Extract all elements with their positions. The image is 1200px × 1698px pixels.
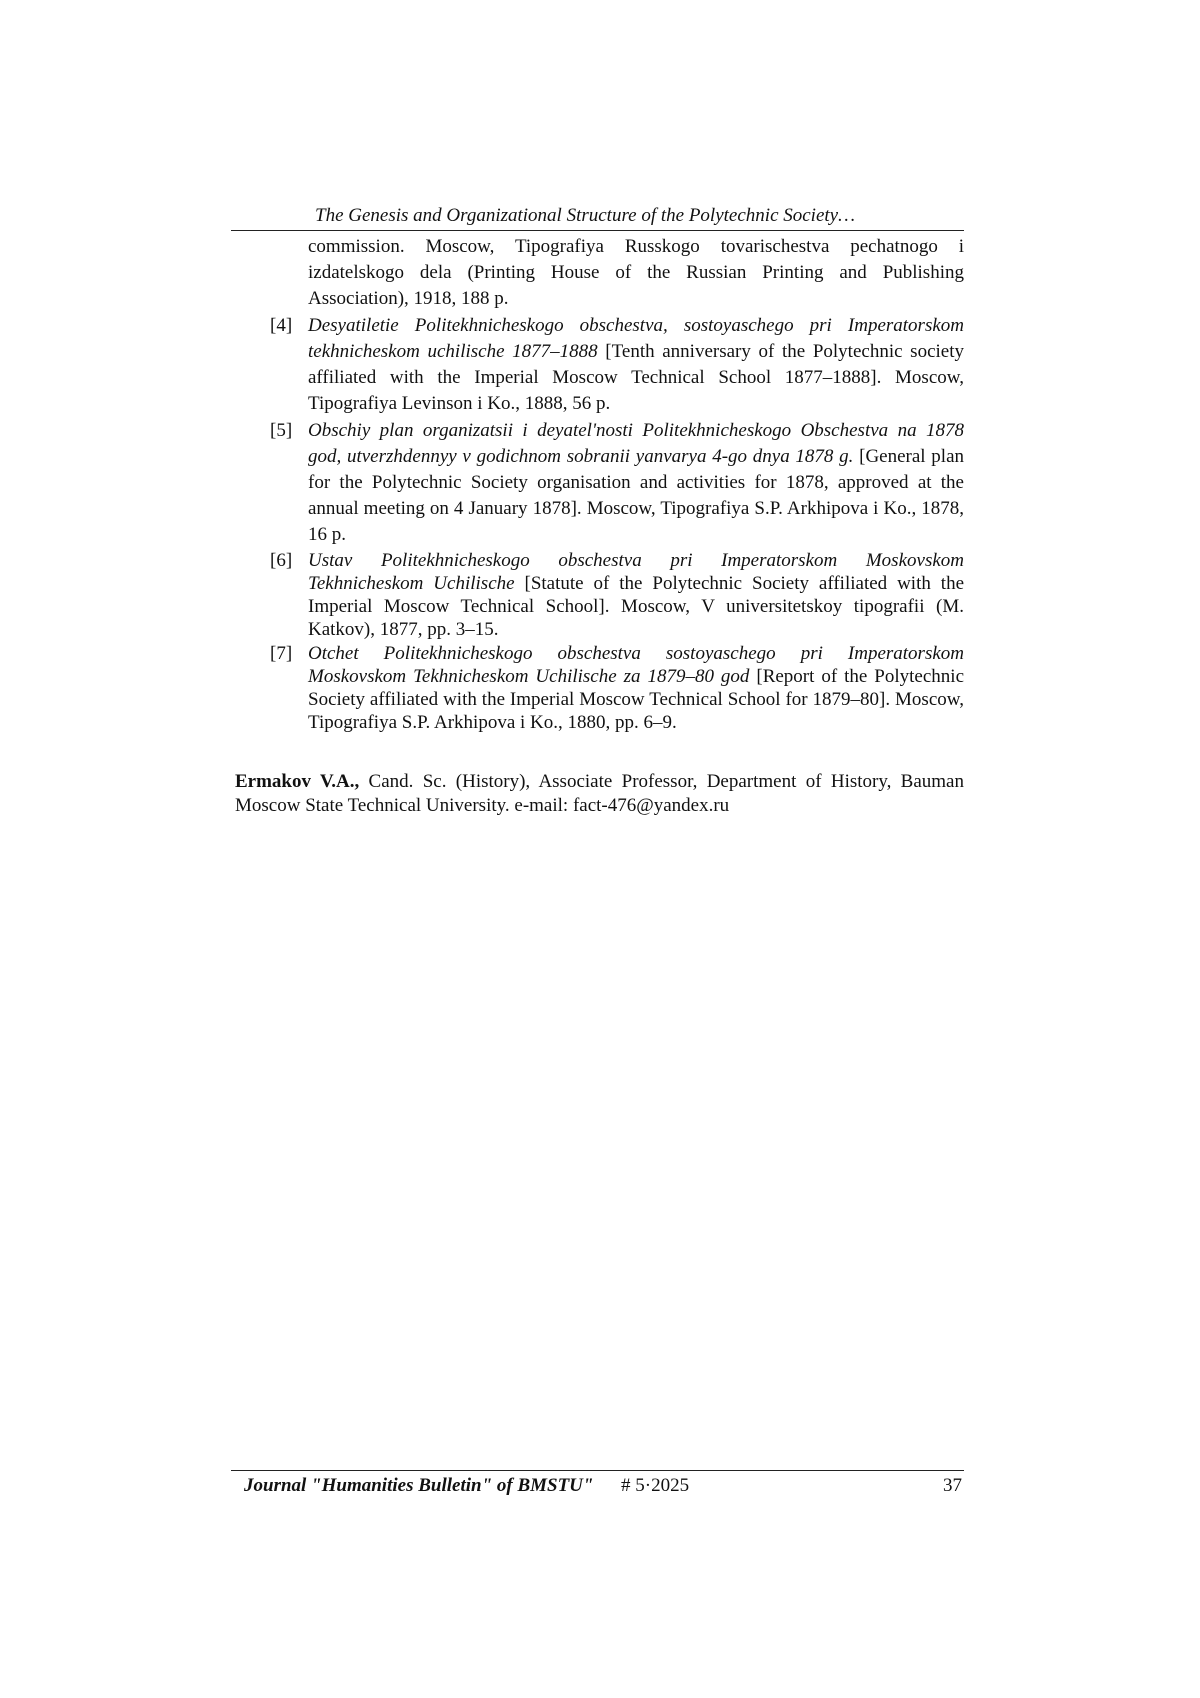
reference-number: [4] — [270, 315, 293, 336]
reference-title: Otchet Politekhnicheskogo obschestva sostoyaschego pri Imperatorskom Moskovskom Tekhnicheskom Uchilische za 1879–80 god — [308, 643, 964, 687]
reference-item — [231, 642, 964, 734]
reference-list — [231, 234, 964, 734]
reference-details: commission. Moscow, Tipografiya Russkogo tovarischestva pechatnogo i izdatelskogo dela (Printing House of the Russian Printing and Publishing Association), 1918, 188 p. — [308, 236, 964, 309]
issue-number: # 5·2025 — [621, 1475, 690, 1496]
reference-number: [6] — [270, 550, 293, 571]
journal-title: Journal "Humanities Bulletin" of BMSTU" — [244, 1475, 594, 1496]
reference-details: [Report of the Polytechnic Society affiliated with the Imperial Moscow Technical School for 1879–80]. Moscow, Tipografiya S.P. Arkhipova i Ko., 1880, pp. 6–9. — [308, 666, 965, 733]
reference-details: [General plan for the Polytechnic Society organisation and activities for 1878, approved at the annual meeting on 4 January 1878]. Moscow, Tipografiya S.P. Arkhipova i Ko., 1878, 16 p. — [308, 446, 964, 545]
reference-item — [231, 313, 964, 417]
reference-item — [231, 418, 964, 548]
reference-details: [Tenth anniversary of the Polytechnic society affiliated with the Imperial Moscow Technical School 1877–1888]. Moscow, Tipografiya Levinson i Ko., 1888, 56 p. — [308, 341, 964, 414]
header-rule — [231, 230, 964, 231]
reference-title: Obschiy plan organizatsii i deyatel'nosti Politekhnicheskogo Obschestva na 1878 god, utverzhdennyy v godichnom sobranii yanvarya 4-go dnya 1878 g. — [308, 420, 964, 467]
reference-title: Desyatiletie Politekhnicheskogo obschestva, sostoyaschego pri Imperatorskom tekhnicheskom uchilische 1877–1888 — [308, 315, 964, 362]
page-number: 37 — [943, 1475, 962, 1496]
reference-number: [7] — [270, 643, 293, 664]
reference-title: Ustav Politekhnicheskogo obschestva pri Imperatorskom Moskovskom Tekhnicheskom Uchilische — [308, 550, 964, 594]
author-name: Ermakov V.A., — [235, 771, 360, 792]
author-info — [235, 770, 964, 818]
reference-item — [231, 234, 964, 312]
reference-number: [5] — [270, 420, 293, 441]
reference-details: [Statute of the Polytechnic Society affiliated with the Imperial Moscow Technical School]. Moscow, V universitetskoy tipografii (M. Katkov), 1877, pp. 3–15. — [308, 573, 964, 640]
running-head: The Genesis and Organizational Structure of the Polytechnic Society… — [315, 205, 855, 226]
footer-rule — [231, 1470, 964, 1471]
author-details: Cand. Sc. (History), Associate Professor, Department of History, Bauman Moscow State Technical University. e-mail: fact-476@yandex.ru — [235, 771, 964, 816]
reference-item — [231, 549, 964, 641]
